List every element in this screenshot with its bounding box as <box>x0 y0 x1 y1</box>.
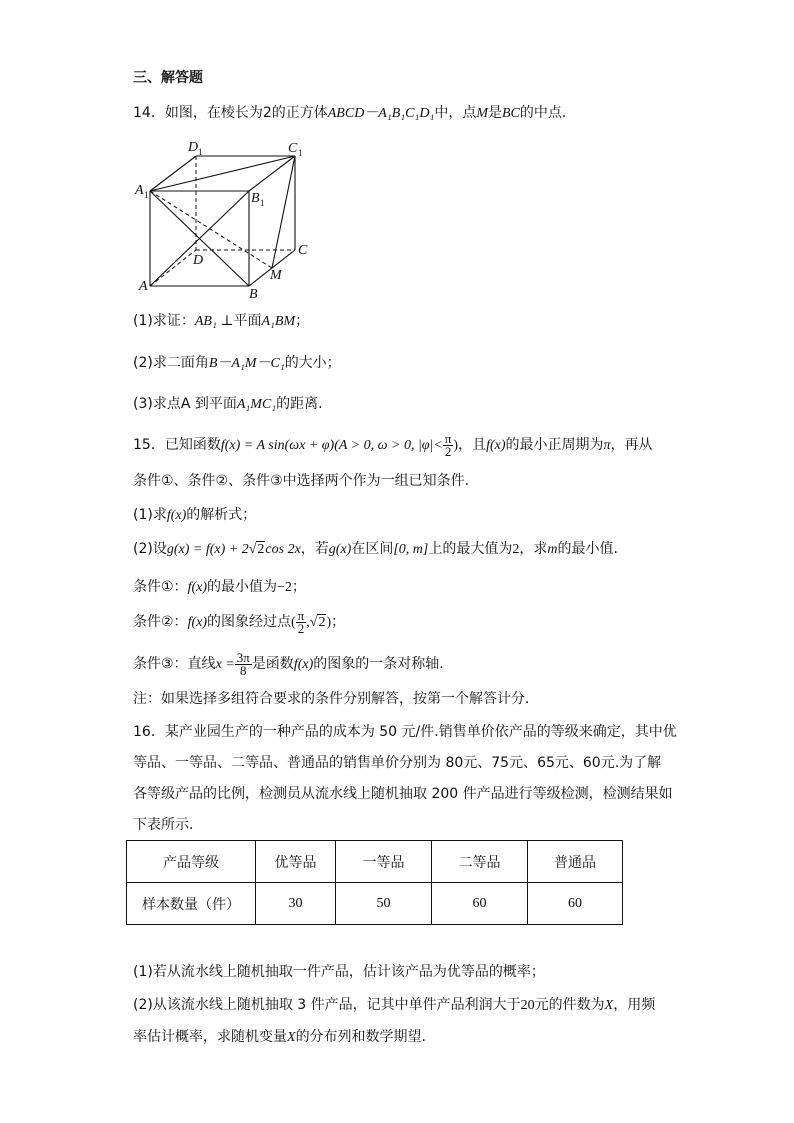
q15-part2: (2)设g(x) = f(x) + 2√2cos 2x，若g(x)在区间[0, m]上的最大值为2，求m的最小值. <box>133 541 618 557</box>
q14-number: 14． <box>133 105 165 121</box>
segment-c1m <box>272 156 295 268</box>
q16-line4: 下表所示. <box>133 817 194 833</box>
table-row <box>127 883 623 925</box>
fraction-pi-over-2-point: $\frac{\pi}{2}$ <box>297 607 305 636</box>
q16-part2-line2: 率估计概率，求随机变量X的分布列和数学期望. <box>133 1029 427 1045</box>
q14-stem: 14．如图，在棱长为2的正方体ABCD－A₁B₁C₁D₁中，点M是BC的中点. <box>133 105 567 121</box>
q15-line2: 条件①、条件②、条件③中选择两个作为一组已知条件. <box>133 473 470 489</box>
label-a: A <box>139 279 148 294</box>
label-d: D <box>193 253 204 268</box>
table-header: 优等品 <box>256 841 336 883</box>
q15-condition1: 条件①：f(x)的最小值为−2； <box>133 579 306 595</box>
cube-name: ABCD－A₁B₁C₁D₁ <box>327 106 435 121</box>
q14-part1: (1)求证：AB₁ ⊥平面A₁BM； <box>133 313 310 329</box>
table-cell: 60 <box>528 883 623 925</box>
q15-note: 注：如果选择多组符合要求的条件分别解答，按第一个解答计分． <box>133 691 539 707</box>
table-header: 一等品 <box>336 841 432 883</box>
label-c: C <box>298 243 308 258</box>
label-m: M <box>270 268 282 283</box>
q16-part1: (1)若从流水线上随机抽取一件产品，估计该产品为优等品的概率； <box>133 964 545 980</box>
q15-condition3: 条件③：直线x = $\frac{3\pi}{8}$ 是函数f(x)的图象的一条对称轴. <box>133 649 444 678</box>
table-row <box>127 841 623 883</box>
grade-table <box>126 840 623 925</box>
label-c1: C <box>288 141 298 156</box>
svg-text:1: 1 <box>198 147 203 157</box>
table-cell: 60 <box>432 883 528 925</box>
table-header: 产品等级 <box>127 841 256 883</box>
q16-line2: 等品、一等品、二等品、普通品的销售单价分别为 80元、75元、65元、60元.为了解 <box>133 755 662 771</box>
q16-line3: 各等级产品的比例，检测员从流水线上随机抽取 200 件产品进行等级检测，检测结果如 <box>133 786 673 802</box>
table-row-label: 样本数量（件） <box>127 883 256 925</box>
q14-part2: (2)求二面角B－A₁M－C₁的大小； <box>133 355 341 371</box>
svg-text:1: 1 <box>298 148 303 158</box>
table-cell: 50 <box>336 883 432 925</box>
table-header: 二等品 <box>432 841 528 883</box>
q16-part2: (2)从该流水线上随机抽取 3 件产品，记其中单件产品利润大于20元的件数为X，用频 <box>133 997 656 1013</box>
label-a1: A <box>135 183 144 198</box>
svg-text:1: 1 <box>260 198 265 208</box>
q15-condition2: 条件②：f(x)的图象经过点( $\frac{\pi}{2}$ ,√2)； <box>133 607 346 636</box>
fraction-3pi-over-8: $\frac{3\pi}{8}$ <box>236 649 250 678</box>
cube-diagram <box>133 138 333 298</box>
q14-part3: (3)求点A 到平面A₁MC₁的距离. <box>133 396 323 412</box>
table-cell: 30 <box>256 883 336 925</box>
q16-line1: 16．某产业园生产的一种产品的成本为 50 元/件.销售单价依产品的等级来确定，其中优 <box>133 724 677 740</box>
q15-stem: 15．已知函数f(x) = A sin(ωx + φ)(A > 0, ω > 0, |φ|< $\frac{\pi}{2}$ )，且f(x)的最小正周期为π，再从 <box>133 430 653 459</box>
table-header: 普通品 <box>528 841 623 883</box>
label-b1: B <box>251 191 260 206</box>
label-b: B <box>249 287 258 298</box>
q15-part1: (1)求f(x)的解析式； <box>133 507 257 523</box>
q15-number: 15． <box>133 437 165 453</box>
label-d1: D <box>188 140 199 155</box>
fraction-pi-over-2: $\frac{\pi}{2}$ <box>444 430 452 459</box>
segment-a1c1 <box>150 156 295 191</box>
svg-text:1: 1 <box>144 190 149 200</box>
section-title: 三、解答题 <box>133 70 203 86</box>
edge-ad-hidden <box>150 250 196 286</box>
